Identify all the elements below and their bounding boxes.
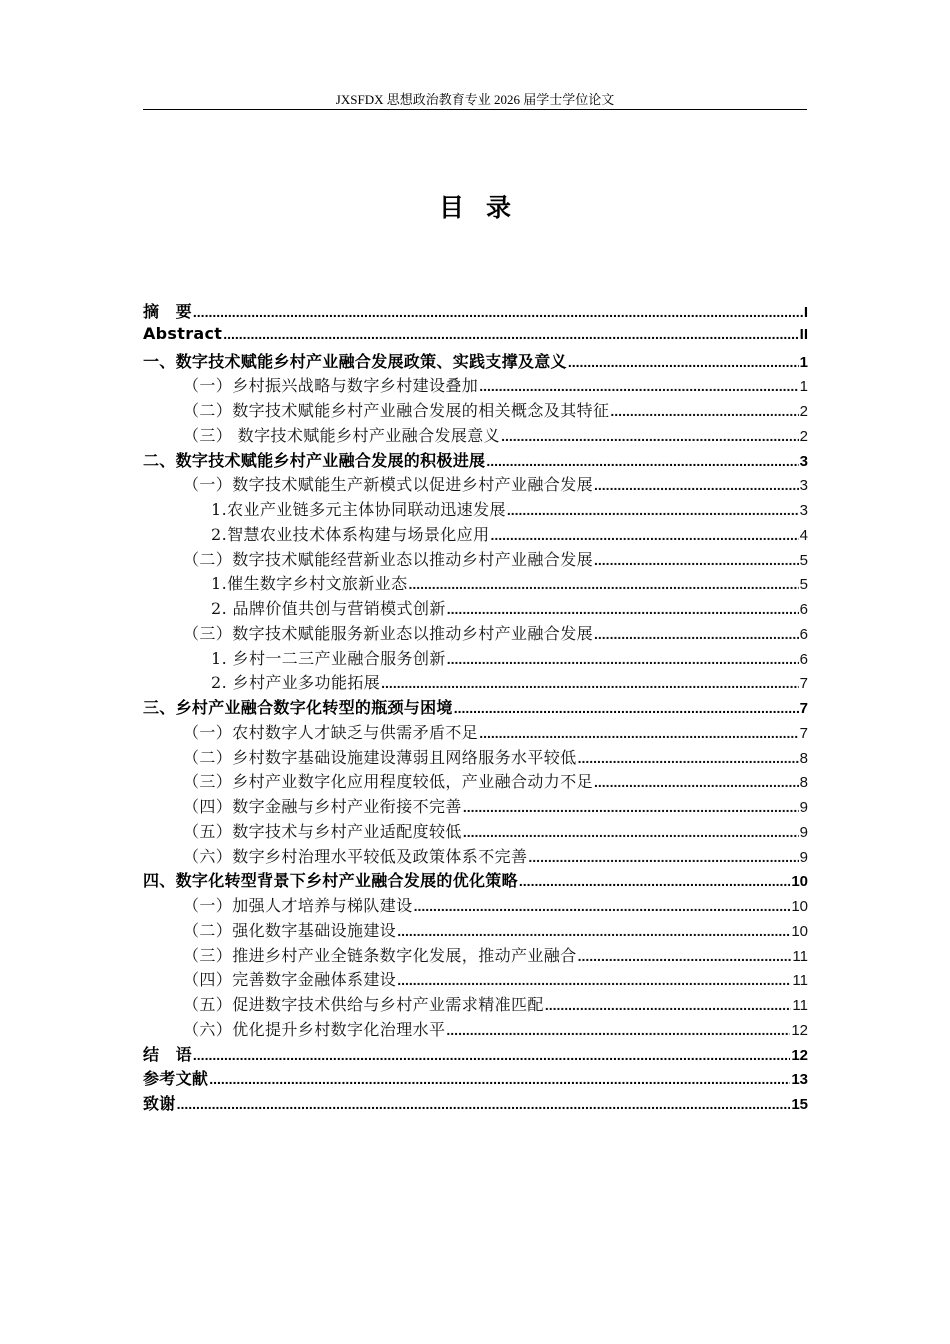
toc-entry-title: 二、数字技术赋能乡村产业融合发展的积极进展 (143, 450, 486, 470)
toc-dot-leader (519, 873, 790, 889)
toc-dot-leader (408, 576, 798, 592)
toc-entry-title: （三） 数字技术赋能乡村产业融合发展意义 (183, 425, 501, 445)
toc-entry-page: 8 (799, 749, 808, 767)
toc-dot-leader (463, 799, 799, 815)
toc-entry-title: （一）加强人才培养与梯队建设 (183, 896, 413, 915)
toc-entry[interactable] (143, 670, 808, 695)
toc-entry-title: （一）数字技术赋能生产新模式以促进乡村产业融合发展 (183, 475, 594, 495)
toc-entry[interactable] (143, 373, 808, 398)
toc-entry-page: 11 (792, 972, 808, 990)
toc-entry[interactable] (143, 1042, 808, 1067)
toc-entry[interactable] (143, 349, 808, 374)
toc-entry-title: （二）数字技术赋能经营新业态以推动乡村产业融合发展 (183, 549, 594, 569)
toc-entry[interactable] (143, 1091, 808, 1116)
toc-entry-title: （二）乡村数字基础设施建设薄弱且网络服务水平较低 (183, 747, 577, 767)
toc-dot-leader (594, 774, 799, 790)
toc-dot-leader (446, 1022, 790, 1038)
toc-dot-leader (397, 972, 791, 988)
toc-entry-page: 13 (791, 1071, 808, 1089)
toc-entry-title: 1.农业产业链多元主体协同联动迅速发展 (211, 500, 506, 519)
toc-entry-title: 致谢 (143, 1094, 176, 1113)
toc-dot-leader (594, 477, 799, 493)
toc-entry-page: 5 (799, 551, 808, 569)
toc-dot-leader (479, 725, 798, 741)
toc-entry-page: 2 (799, 427, 808, 445)
toc-entry[interactable] (143, 299, 808, 324)
toc-entry[interactable] (143, 720, 808, 745)
toc-dot-leader (447, 651, 799, 667)
toc-entry[interactable] (143, 423, 808, 448)
toc-dot-leader (486, 453, 798, 469)
toc-entry-page: 6 (799, 625, 808, 643)
toc-entry-page: 12 (791, 1046, 808, 1064)
toc-entry[interactable] (143, 745, 808, 770)
toc-entry-page: 4 (799, 526, 808, 544)
toc-dot-leader (193, 304, 803, 320)
toc-dot-leader (447, 601, 799, 617)
toc-dot-leader (177, 1096, 791, 1112)
toc-entry[interactable] (143, 992, 808, 1017)
header-rule (143, 109, 807, 110)
toc-dot-leader (578, 750, 799, 766)
toc-entry-page: 7 (799, 675, 808, 693)
toc-entry-page: 10 (791, 873, 808, 891)
toc-dot-leader (594, 626, 799, 642)
toc-entry-page: 1 (799, 378, 808, 396)
toc-entry-title: 2. 乡村产业多功能拓展 (211, 673, 381, 693)
toc-dot-leader (454, 700, 799, 716)
toc-dot-leader (545, 997, 792, 1013)
toc-entry-title: （五）数字技术与乡村产业适配度较低 (183, 821, 462, 841)
page-header: JXSFDX 思想政治教育专业 2026 届学士学位论文 (335, 92, 615, 107)
toc-entry[interactable] (143, 967, 808, 992)
toc-entry-page: 10 (791, 898, 808, 915)
toc-entry[interactable] (143, 547, 808, 572)
toc-dot-leader (610, 403, 798, 419)
toc-entry-page: 5 (799, 576, 808, 594)
toc-entry-page: 9 (799, 848, 808, 866)
toc-entry-page: 6 (799, 601, 808, 618)
toc-dot-leader (578, 948, 792, 964)
toc-entry[interactable] (143, 1066, 808, 1091)
toc-dot-leader (594, 552, 799, 568)
table-of-contents (143, 299, 808, 1116)
toc-entry-page: II (799, 325, 808, 343)
toc-entry-title: （三）数字技术赋能服务新业态以推动乡村产业融合发展 (183, 623, 594, 643)
toc-entry-title: Abstract (143, 323, 223, 343)
toc-entry-title: 1.催生数字乡村文旅新业态 (211, 574, 408, 594)
toc-entry[interactable] (143, 943, 808, 968)
toc-entry-title: 1. 乡村一二三产业融合服务创新 (211, 648, 446, 668)
toc-entry[interactable] (143, 596, 808, 621)
toc-entry-title: 一、数字技术赋能乡村产业融合发展政策、实践支撑及意义 (143, 351, 567, 371)
toc-entry[interactable] (143, 497, 808, 522)
toc-entry-page: 11 (792, 997, 808, 1014)
toc-dot-leader (209, 1071, 790, 1087)
toc-entry[interactable] (143, 819, 808, 844)
toc-entry-title: （二）强化数字基础设施建设 (183, 920, 397, 940)
toc-dot-leader (223, 326, 798, 342)
toc-entry-page: 9 (799, 823, 808, 841)
toc-entry-page: 12 (791, 1021, 808, 1039)
toc-entry[interactable] (143, 794, 808, 819)
toc-entry-page: 3 (799, 452, 808, 470)
toc-entry-page: 7 (799, 700, 808, 717)
toc-entry-page: 8 (799, 774, 808, 792)
toc-entry[interactable] (143, 844, 808, 869)
toc-entry-page: 2 (799, 403, 808, 420)
toc-entry[interactable] (143, 646, 808, 671)
toc-entry-page: 7 (799, 724, 808, 742)
toc-entry-page: 1 (799, 353, 808, 371)
toc-dot-leader (568, 354, 799, 370)
toc-entry-title: 参考文献 (143, 1069, 209, 1089)
toc-title: 目录 (438, 193, 533, 222)
toc-dot-leader (528, 849, 798, 865)
toc-dot-leader (193, 1047, 790, 1063)
toc-entry-title: （一）农村数字人才缺乏与供需矛盾不足 (183, 722, 479, 742)
toc-entry[interactable] (143, 769, 808, 794)
toc-entry[interactable] (143, 868, 808, 893)
toc-entry-page: 9 (799, 799, 808, 816)
toc-entry-page: 15 (791, 1096, 808, 1113)
toc-entry[interactable] (143, 918, 808, 943)
toc-entry[interactable] (143, 695, 808, 720)
toc-entry-title: （二）数字技术赋能乡村产业融合发展的相关概念及其特征 (183, 401, 610, 420)
toc-entry[interactable] (143, 571, 808, 596)
toc-entry-page: 11 (792, 947, 808, 965)
toc-entry-page: I (803, 304, 808, 321)
toc-entry-title: （四）完善数字金融体系建设 (183, 970, 397, 990)
toc-entry[interactable] (143, 324, 808, 349)
toc-entry-title: 四、数字化转型背景下乡村产业融合发展的优化策略 (143, 871, 518, 891)
toc-dot-leader (507, 502, 799, 518)
toc-entry-title: （三）乡村产业数字化应用程度较低，产业融合动力不足 (183, 772, 594, 792)
toc-entry[interactable] (143, 893, 808, 918)
toc-dot-leader (397, 923, 790, 939)
toc-entry[interactable] (143, 448, 808, 473)
toc-dot-leader (381, 675, 799, 691)
toc-dot-leader (479, 378, 798, 394)
toc-entry[interactable] (143, 621, 808, 646)
toc-entry-title: 三、乡村产业融合数字化转型的瓶颈与困境 (143, 698, 453, 717)
toc-entry-page: 3 (799, 502, 808, 519)
toc-entry[interactable] (143, 398, 808, 423)
toc-entry-title: （三）推进乡村产业全链条数字化发展，推动产业融合 (183, 945, 577, 965)
toc-dot-leader (414, 898, 791, 914)
toc-entry-title: （四）数字金融与乡村产业衔接不完善 (183, 797, 462, 816)
toc-entry-page: 3 (799, 477, 808, 495)
toc-entry[interactable] (143, 1017, 808, 1042)
toc-entry-title: 摘 要 (143, 302, 192, 321)
toc-entry-title: 2. 品牌价值共创与营销模式创新 (211, 599, 446, 618)
toc-entry-title: （一）乡村振兴战略与数字乡村建设叠加 (183, 376, 479, 396)
toc-entry[interactable] (143, 522, 808, 547)
toc-entry-title: （五）促进数字技术供给与乡村产业需求精准匹配 (183, 995, 544, 1014)
toc-entry[interactable] (143, 472, 808, 497)
toc-dot-leader (501, 428, 799, 444)
toc-entry-title: 结 语 (143, 1044, 192, 1064)
toc-entry-title: （六）数字乡村治理水平较低及政策体系不完善 (183, 846, 528, 866)
toc-entry-page: 10 (791, 922, 808, 940)
toc-entry-page: 6 (799, 650, 808, 668)
toc-entry-title: 2.智慧农业技术体系构建与场景化应用 (211, 524, 490, 544)
toc-entry-title: （六）优化提升乡村数字化治理水平 (183, 1019, 446, 1039)
toc-dot-leader (490, 527, 798, 543)
toc-dot-leader (463, 824, 799, 840)
